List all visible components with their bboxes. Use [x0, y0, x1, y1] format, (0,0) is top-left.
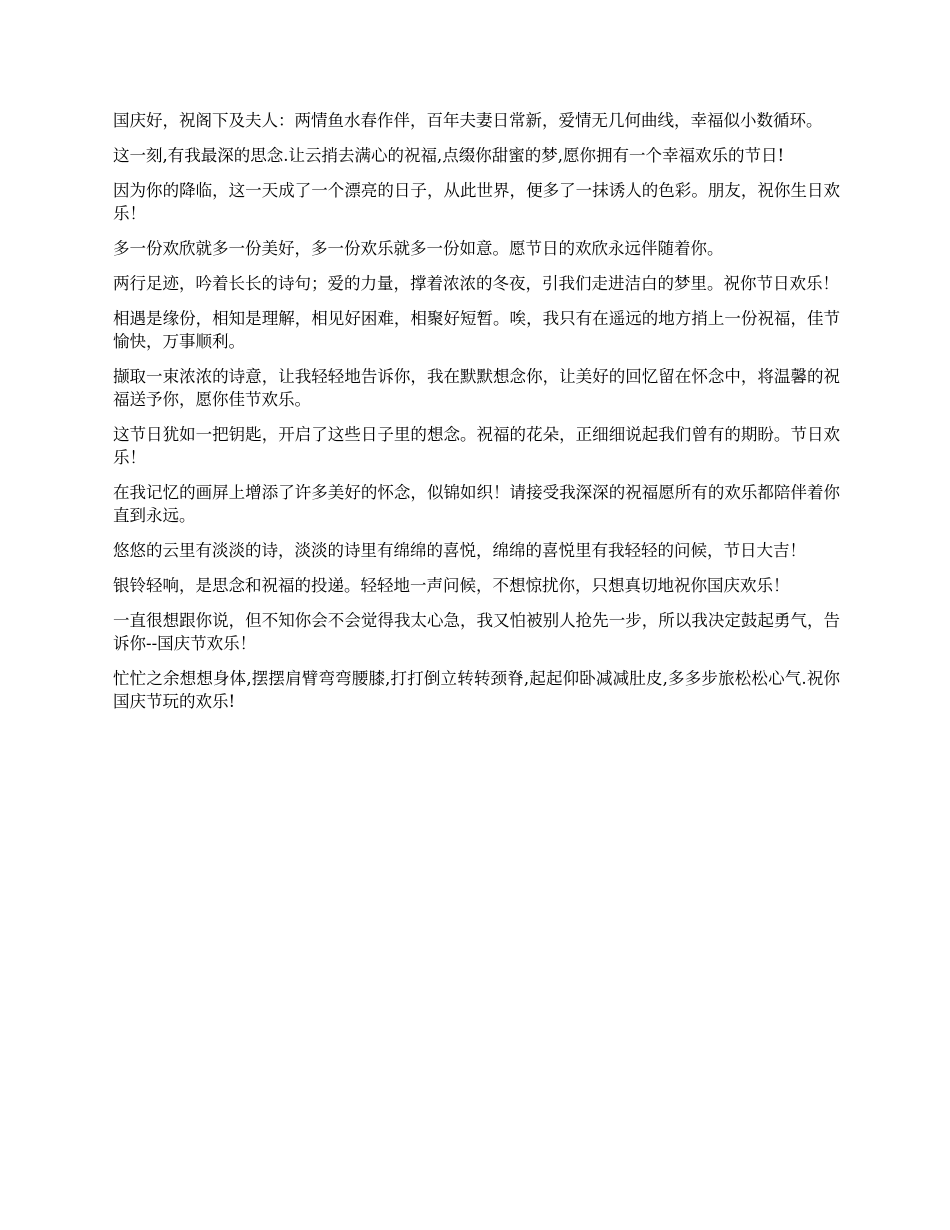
paragraph-4: 多一份欢欣就多一份美好，多一份欢乐就多一份如意。愿节日的欢欣永远伴随着你。 [113, 239, 724, 258]
paragraph-7: 撷取一束浓浓的诗意，让我轻轻地告诉你，我在默默想念你，让美好的回忆留在怀念中，将温馨的祝福送予你，愿你佳节欢乐。 [113, 367, 840, 409]
paragraph-11: 银铃轻响，是思念和祝福的投递。轻轻地一声问候，不想惊扰你，只想真切地祝你国庆欢乐！ [113, 576, 790, 595]
paragraph-13: 忙忙之余想想身体,摆摆肩臂弯弯腰膝,打打倒立转转颈脊,起起仰卧减减肚皮,多多步旅松松心气.祝你国庆节玩的欢乐! [113, 669, 840, 711]
paragraph-1: 国庆好，祝阁下及夫人：两情鱼水春作伴，百年夫妻日常新，爱情无几何曲线，幸福似小数循环。 [113, 111, 823, 130]
paragraph-12: 一直很想跟你说，但不知你会不会觉得我太心急，我又怕被别人抢先一步，所以我决定鼓起勇气，告诉你--国庆节欢乐！ [113, 611, 840, 653]
paragraph-5: 两行足迹，吟着长长的诗句；爱的力量，撑着浓浓的冬夜，引我们走进洁白的梦里。祝你节日欢乐！ [113, 274, 839, 293]
document-body [113, 109, 840, 725]
paragraph-8: 这节日犹如一把钥匙，开启了这些日子里的想念。祝福的花朵，正细细说起我们曾有的期盼。节日欢乐！ [113, 425, 840, 467]
paragraph-3: 因为你的降临，这一天成了一个漂亮的日子，从此世界，便多了一抹诱人的色彩。朋友，祝你生日欢乐！ [113, 181, 840, 223]
paragraph-2: 这一刻,有我最深的思念.让云捎去满心的祝福,点缀你甜蜜的梦,愿你拥有一个幸福欢乐的节日! [113, 146, 785, 165]
paragraph-10: 悠悠的云里有淡淡的诗，淡淡的诗里有绵绵的喜悦，绵绵的喜悦里有我轻轻的问候，节日大吉！ [113, 541, 806, 560]
paragraph-9: 在我记忆的画屏上增添了许多美好的怀念，似锦如织！请接受我深深的祝福愿所有的欢乐都陪伴着你直到永远。 [113, 483, 840, 525]
paragraph-6: 相遇是缘份，相知是理解，相见好困难，相聚好短暂。唉，我只有在遥远的地方捎上一份祝福，佳节愉快，万事顺利。 [113, 309, 840, 351]
